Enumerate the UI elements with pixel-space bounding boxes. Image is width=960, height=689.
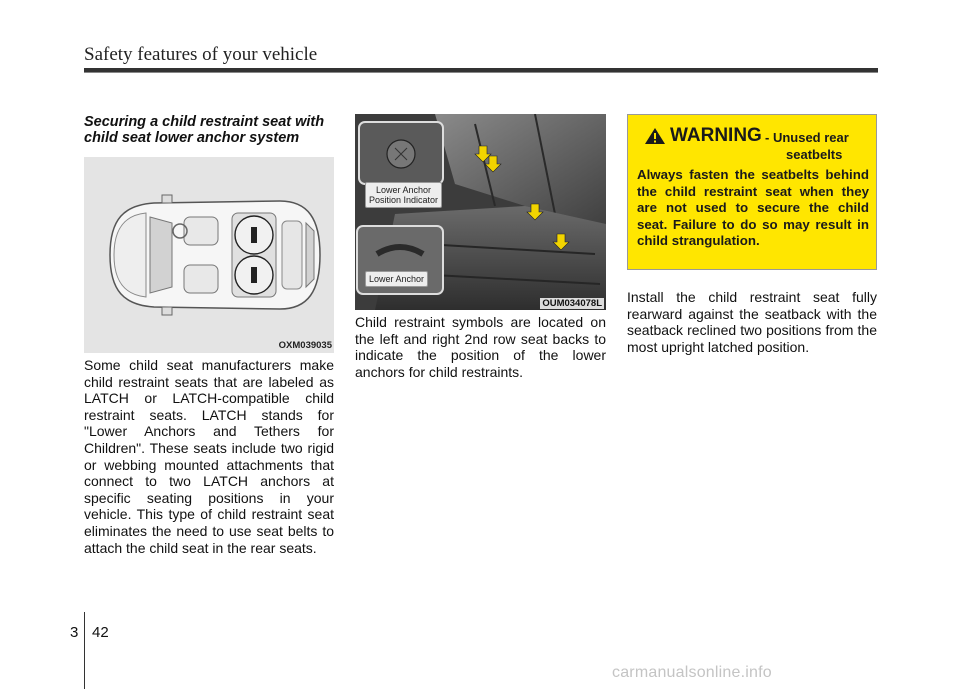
section-heading: Securing a child restraint seat with child seat lower anchor system — [84, 114, 325, 146]
warning-subtitle-2: seatbelts — [786, 147, 843, 162]
figure-code: OXM039035 — [278, 340, 332, 351]
column1-body-text: Some child seat manufacturers make child restraint seats that are labeled as LATCH or LATCH-compatible child restraint seats. LATCH stands for "Lower Anchors and Tethers for Children". These seats include two rigid or webbing mounted attachments that connect to two LATCH anchors at specific seating positions in your vehicle. This type of child restraint seat eliminates the need to use seat belts to attach the child seat in the rear seats. — [84, 357, 334, 556]
column2-body-text: Child restraint symbols are located on the left and right 2nd row seat backs to indicate the position of the lower anchors for child restraints. — [355, 314, 606, 380]
callout-lower-anchor: Lower Anchor — [365, 271, 428, 287]
callout-lower-anchor-position-indicator — [365, 182, 442, 208]
warning-box — [627, 114, 877, 270]
header-rule-thin — [84, 72, 878, 73]
figure-code: OUM034078L — [542, 298, 602, 309]
column3-body-text: Install the child restraint seat fully rearward against the seatback with the seatback reclined two positions from the most upright latched position. — [627, 289, 877, 355]
warning-subtitle: - Unused rear — [765, 130, 849, 145]
rear-seat-photo-figure — [355, 114, 606, 310]
warning-word: WARNING — [670, 125, 762, 146]
callout-line-2: Position Indicator — [369, 195, 439, 205]
warning-triangle-icon — [644, 127, 666, 145]
car-top-view-figure — [84, 157, 334, 353]
page-number: 42 — [92, 624, 109, 641]
footer-divider — [84, 612, 85, 689]
header-title: Safety features of your vehicle — [84, 44, 318, 65]
callout-line-1: Lower Anchor — [376, 185, 432, 195]
car-top-view-illustration — [84, 157, 334, 353]
chapter-number: 3 — [70, 624, 79, 641]
warning-text: Always fasten the seatbelts behind the child restraint seat when they are not used to secure the child seat. Failure to do so may result in child strangulation. — [637, 167, 869, 248]
watermark: carmanualsonline.info — [612, 664, 772, 681]
